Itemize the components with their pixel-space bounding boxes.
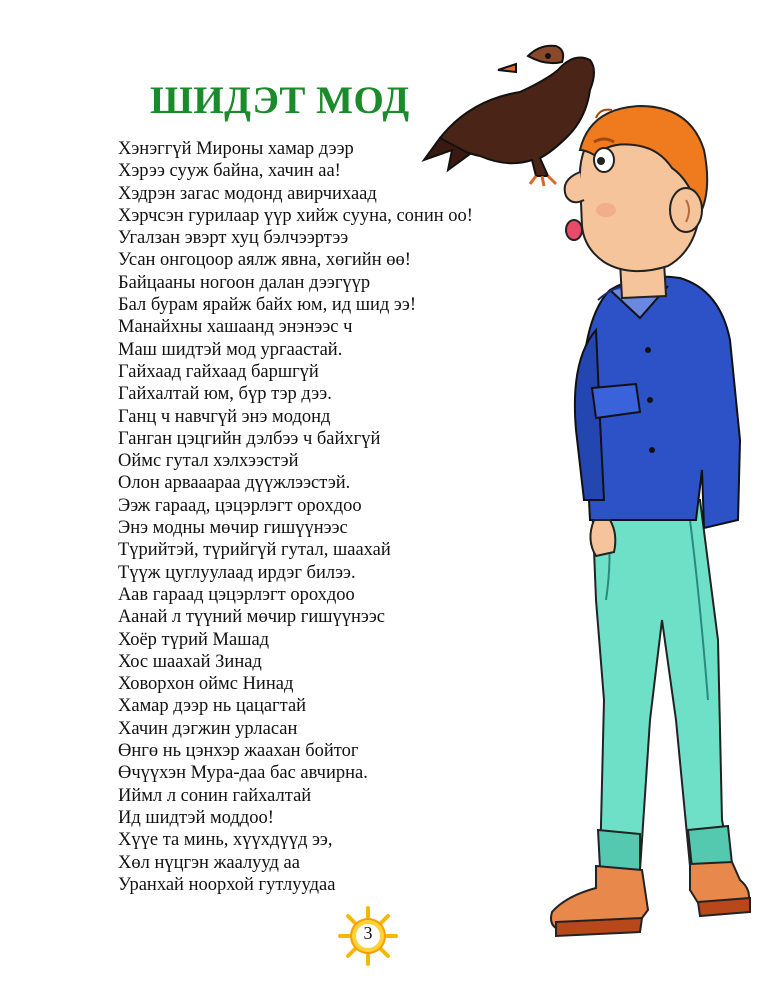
poem-line: Гайхаад гайхаад баршгүй (118, 361, 319, 382)
poem-line: Ганц ч навчгүй энэ модонд (118, 406, 331, 427)
poem-title: ШИДЭТ МОД (150, 79, 410, 122)
poem-line: Манайхны хашаанд энэнээс ч (118, 317, 353, 338)
pants (592, 500, 732, 872)
poem-line: Усан онгоцоор аялж явна, хөгийн өө! (118, 250, 411, 271)
poem-line: Ганган цэцгийн дэлбээ ч байхгүй (118, 428, 381, 449)
poem-line: Хэрээ сууж байна, хачин аа! (118, 161, 341, 182)
page-number-badge (336, 904, 400, 968)
poem-line: Түүж цуглуулаад ирдэг билээ. (118, 562, 356, 583)
poem-line: Энэ модны мөчир гишүүнээс (118, 518, 348, 539)
poem-line: Түрийтэй, түрийгүй гутал, шаахай (118, 540, 391, 561)
crow (424, 46, 594, 186)
poem-line: Маш шидтэй мод ургаастай. (118, 339, 343, 360)
poem-line: Ээж гараад, цэцэрлэгт орохдоо (118, 495, 362, 516)
poem-line: Хачин дэгжин урласан (118, 718, 298, 739)
boy-head (565, 106, 708, 271)
poem-line: Иймл л сонин гайхалтай (118, 785, 312, 806)
poem-line: Гайхалтай юм, бүр тэр дээ. (118, 384, 332, 405)
poem-line: Хос шаахай Зинад (118, 651, 262, 672)
poem-line: Уранхай ноорхой гутлуудаа (118, 874, 336, 895)
poem-line: Оймс гутал хэлхээстэй (118, 451, 299, 472)
poem-line: Ховорхон оймс Нинад (118, 674, 294, 695)
poem-line: Хамар дээр нь цацагтай (118, 696, 307, 717)
shirt (575, 277, 740, 529)
shoes (551, 862, 750, 936)
poem-line: Хэрчсэн гурилаар үүр хийж сууна, сонин оо! (118, 205, 473, 226)
poem-line: Ид шидтэй моддоо! (118, 807, 274, 828)
poem-line: Олон арвааараа дүүжлээстэй. (118, 473, 351, 494)
poem-line: Хүүе та минь, хүүхдүүд ээ, (118, 830, 333, 851)
poem-line: Өнгө нь цэнхэр жаахан бойтог (118, 741, 359, 762)
page-number: 3 (363, 923, 373, 943)
poem-line: Бал бурам ярайж байх юм, ид шид ээ! (118, 295, 416, 316)
poem-line: Хөл нүцгэн жаалууд аа (118, 852, 300, 873)
poem-line: Өчүүхэн Мура-даа бас авчирна. (118, 763, 368, 784)
poem-line: Хэдрэн загас модонд авирчихаад (118, 183, 377, 204)
poem-line: Угалзан эвэрт хуц бэлчээртээ (118, 228, 349, 249)
poem-line: Хоёр түрий Машад (118, 629, 270, 650)
hand (590, 520, 615, 556)
poem-line: Байцааны ногоон далан дээгүүр (118, 272, 371, 293)
poem-line: Аав гараад цэцэрлэгт орохдоо (118, 584, 355, 605)
poem-line: Аанай л түүний мөчир гишүүнээс (118, 607, 385, 628)
poem-line: Хэнэггүй Мироны хамар дээр (118, 139, 354, 159)
